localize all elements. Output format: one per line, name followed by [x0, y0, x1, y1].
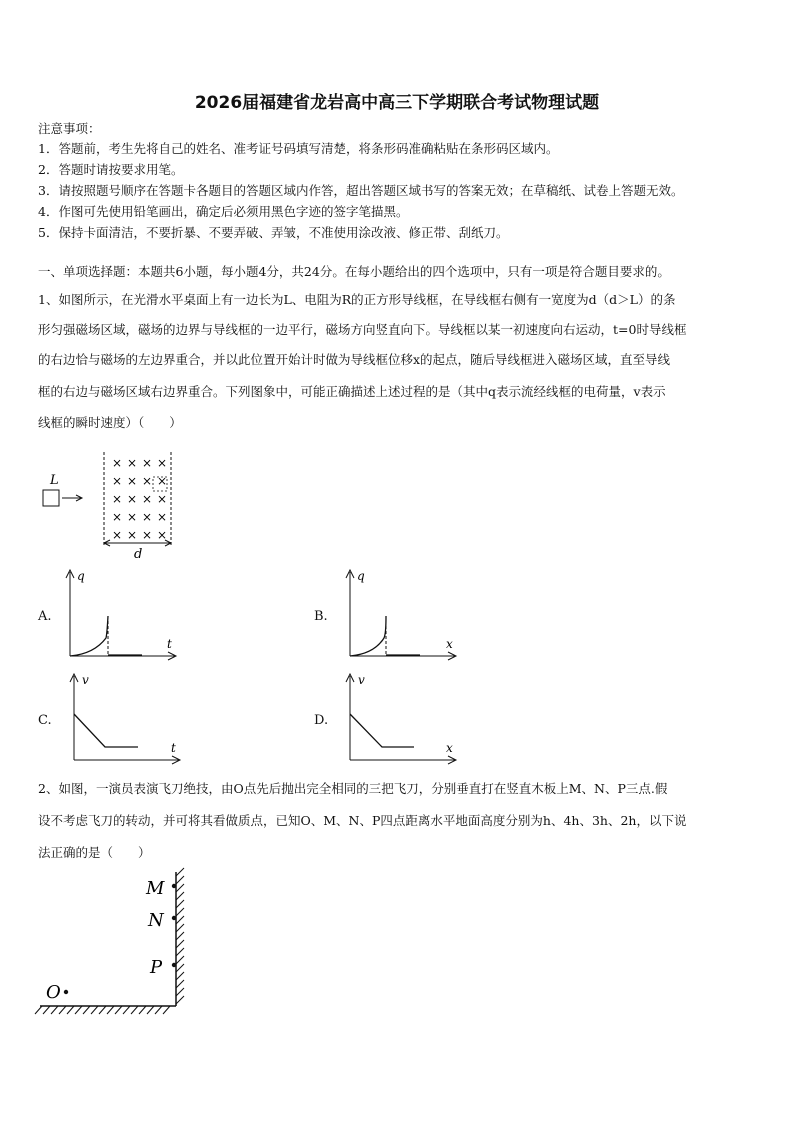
- hatch-line: [176, 996, 184, 1004]
- hatch-line: [51, 1006, 58, 1014]
- graph-curve: [350, 616, 386, 656]
- hatch-line: [176, 980, 184, 988]
- hatch-line: [139, 1006, 146, 1014]
- question-line: 线框的瞬时速度）（ ）: [38, 415, 182, 430]
- wall-hatching: [176, 868, 184, 1004]
- hatch-line: [176, 972, 184, 980]
- question-line: 1、如图所示，在光滑水平桌面上有一边长为L、电阻为R的正方形导线框，在导线框右侧有一宽度为d（d＞L）的条: [38, 292, 676, 307]
- ground-hatching: [35, 1006, 170, 1014]
- field-cross: ×: [142, 492, 153, 506]
- y-axis-label: q: [357, 569, 365, 583]
- hatch-line: [176, 956, 184, 964]
- point-n-label: N: [148, 910, 164, 931]
- hatch-line: [107, 1006, 114, 1014]
- y-axis-label: v: [82, 673, 89, 687]
- hatch-line: [43, 1006, 50, 1014]
- field-cross: ×: [127, 474, 138, 488]
- question-line: 形匀强磁场区域，磁场的边界与导线框的一边平行，磁场方向竖直向下。导线框以某一初速度向右运动，t=0时导线框: [38, 322, 687, 337]
- field-cross: ×: [157, 474, 168, 488]
- hatch-line: [176, 924, 184, 932]
- wire-loop: [43, 490, 59, 506]
- hatch-line: [123, 1006, 130, 1014]
- point-p: [172, 963, 176, 967]
- point-m-label: M: [146, 878, 165, 899]
- page-title: 2026届福建省龙岩高中高三下学期联合考试物理试题: [194, 93, 600, 113]
- notice-item: 1．答题前，考生先将自己的姓名、准考证号码填写清楚，将条形码准确粘贴在条形码区域内。: [38, 141, 559, 156]
- field-cross: ×: [127, 492, 138, 506]
- hatch-line: [91, 1006, 98, 1014]
- field-cross: ×: [112, 510, 123, 524]
- hatch-line: [176, 884, 184, 892]
- hatch-line: [155, 1006, 162, 1014]
- question-line: 设不考虑飞刀的转动，并可将其看做质点，已知O、M、N、P四点距离水平地面高度分别为h、4h、3h、2h，以下说: [38, 813, 687, 828]
- x-axis-label: x: [446, 637, 453, 651]
- option-d-graph[interactable]: [340, 672, 460, 767]
- notice-item: 3．请按照题号顺序在答题卡各题目的答题区域内作答，超出答题区域书写的答案无效；在草稿纸、试卷上答题无效。: [38, 183, 684, 198]
- field-crosses: [112, 456, 167, 542]
- graph-curve: [70, 616, 108, 656]
- notice-item: 5．保持卡面清洁，不要折暴、不要弄破、弄皱，不准使用涂改液、修正带、刮纸刀。: [38, 225, 509, 240]
- notice-item: 2．答题时请按要求用笔。: [38, 162, 184, 177]
- notice-heading: 注意事项：: [38, 121, 101, 136]
- field-cross: ×: [127, 456, 138, 470]
- point-p-label: P: [150, 957, 163, 978]
- y-axis-label: v: [358, 673, 365, 687]
- question-line: 法正确的是（ ）: [38, 845, 151, 860]
- hatch-line: [147, 1006, 154, 1014]
- hatch-line: [176, 916, 184, 924]
- field-cross: ×: [127, 528, 138, 542]
- graph-line: [74, 714, 138, 747]
- field-cross: ×: [112, 528, 123, 542]
- hatch-line: [75, 1006, 82, 1014]
- hatch-line: [176, 988, 184, 996]
- hatch-line: [176, 868, 184, 876]
- hatch-line: [59, 1006, 66, 1014]
- option-b-label[interactable]: B.: [314, 609, 328, 624]
- option-c-label[interactable]: C.: [38, 713, 52, 728]
- x-axis-label: t: [171, 741, 176, 755]
- hatch-line: [67, 1006, 74, 1014]
- point-o: [64, 990, 68, 994]
- hatch-line: [99, 1006, 106, 1014]
- field-cross: ×: [127, 510, 138, 524]
- field-cross: ×: [157, 510, 168, 524]
- question-line: 2、如图，一演员表演飞刀绝技，由O点先后抛出完全相同的三把飞刀，分别垂直打在竖直木板上M、N、P三点.假: [38, 781, 668, 796]
- hatch-line: [83, 1006, 90, 1014]
- section-heading: 一、单项选择题：本题共6小题，每小题4分，共24分。在每小题给出的四个选项中，只有一项是符合题目要求的。: [38, 264, 670, 279]
- x-axis-label: x: [446, 741, 453, 755]
- square-label: L: [50, 473, 59, 488]
- field-cross: ×: [112, 456, 123, 470]
- y-axis-label: q: [77, 569, 85, 583]
- option-a-graph[interactable]: [60, 568, 180, 663]
- option-c-graph[interactable]: [64, 672, 184, 767]
- field-cross: ×: [142, 510, 153, 524]
- hatch-line: [115, 1006, 122, 1014]
- point-o-label: O: [46, 982, 61, 1003]
- graph-line: [350, 714, 414, 747]
- q1-figure: [38, 450, 188, 560]
- field-cross: ×: [142, 528, 153, 542]
- field-cross: ×: [157, 528, 168, 542]
- option-b-graph[interactable]: [340, 568, 460, 663]
- question-line: 的右边恰与磁场的左边界重合，并以此位置开始计时做为导线框位移x的起点，随后导线框进入磁场区域，直至导线: [38, 352, 671, 367]
- q2-figure: [38, 866, 198, 1026]
- hatch-line: [35, 1006, 42, 1014]
- hatch-line: [176, 964, 184, 972]
- field-cross: ×: [157, 456, 168, 470]
- option-a-label[interactable]: A.: [38, 609, 52, 624]
- field-cross: ×: [142, 474, 153, 488]
- hatch-line: [176, 892, 184, 900]
- notice-item: 4．作图可先使用铅笔画出，确定后必须用黑色字迹的签字笔描黑。: [38, 204, 409, 219]
- point-n: [172, 916, 176, 920]
- width-label: d: [134, 547, 143, 562]
- point-m: [172, 884, 176, 888]
- question-line: 框的右边与磁场区域右边界重合。下列图象中，可能正确描述上述过程的是（其中q表示流经线框的电荷量，v表示: [38, 384, 666, 399]
- hatch-line: [131, 1006, 138, 1014]
- hatch-line: [176, 940, 184, 948]
- hatch-line: [176, 932, 184, 940]
- field-cross: ×: [157, 492, 168, 506]
- field-cross: ×: [112, 474, 123, 488]
- field-cross: ×: [112, 492, 123, 506]
- hatch-line: [176, 908, 184, 916]
- option-d-label[interactable]: D.: [314, 713, 329, 728]
- hatch-line: [176, 900, 184, 908]
- field-cross: ×: [142, 456, 153, 470]
- hatch-line: [163, 1006, 170, 1014]
- x-axis-label: t: [167, 637, 172, 651]
- hatch-line: [176, 876, 184, 884]
- hatch-line: [176, 948, 184, 956]
